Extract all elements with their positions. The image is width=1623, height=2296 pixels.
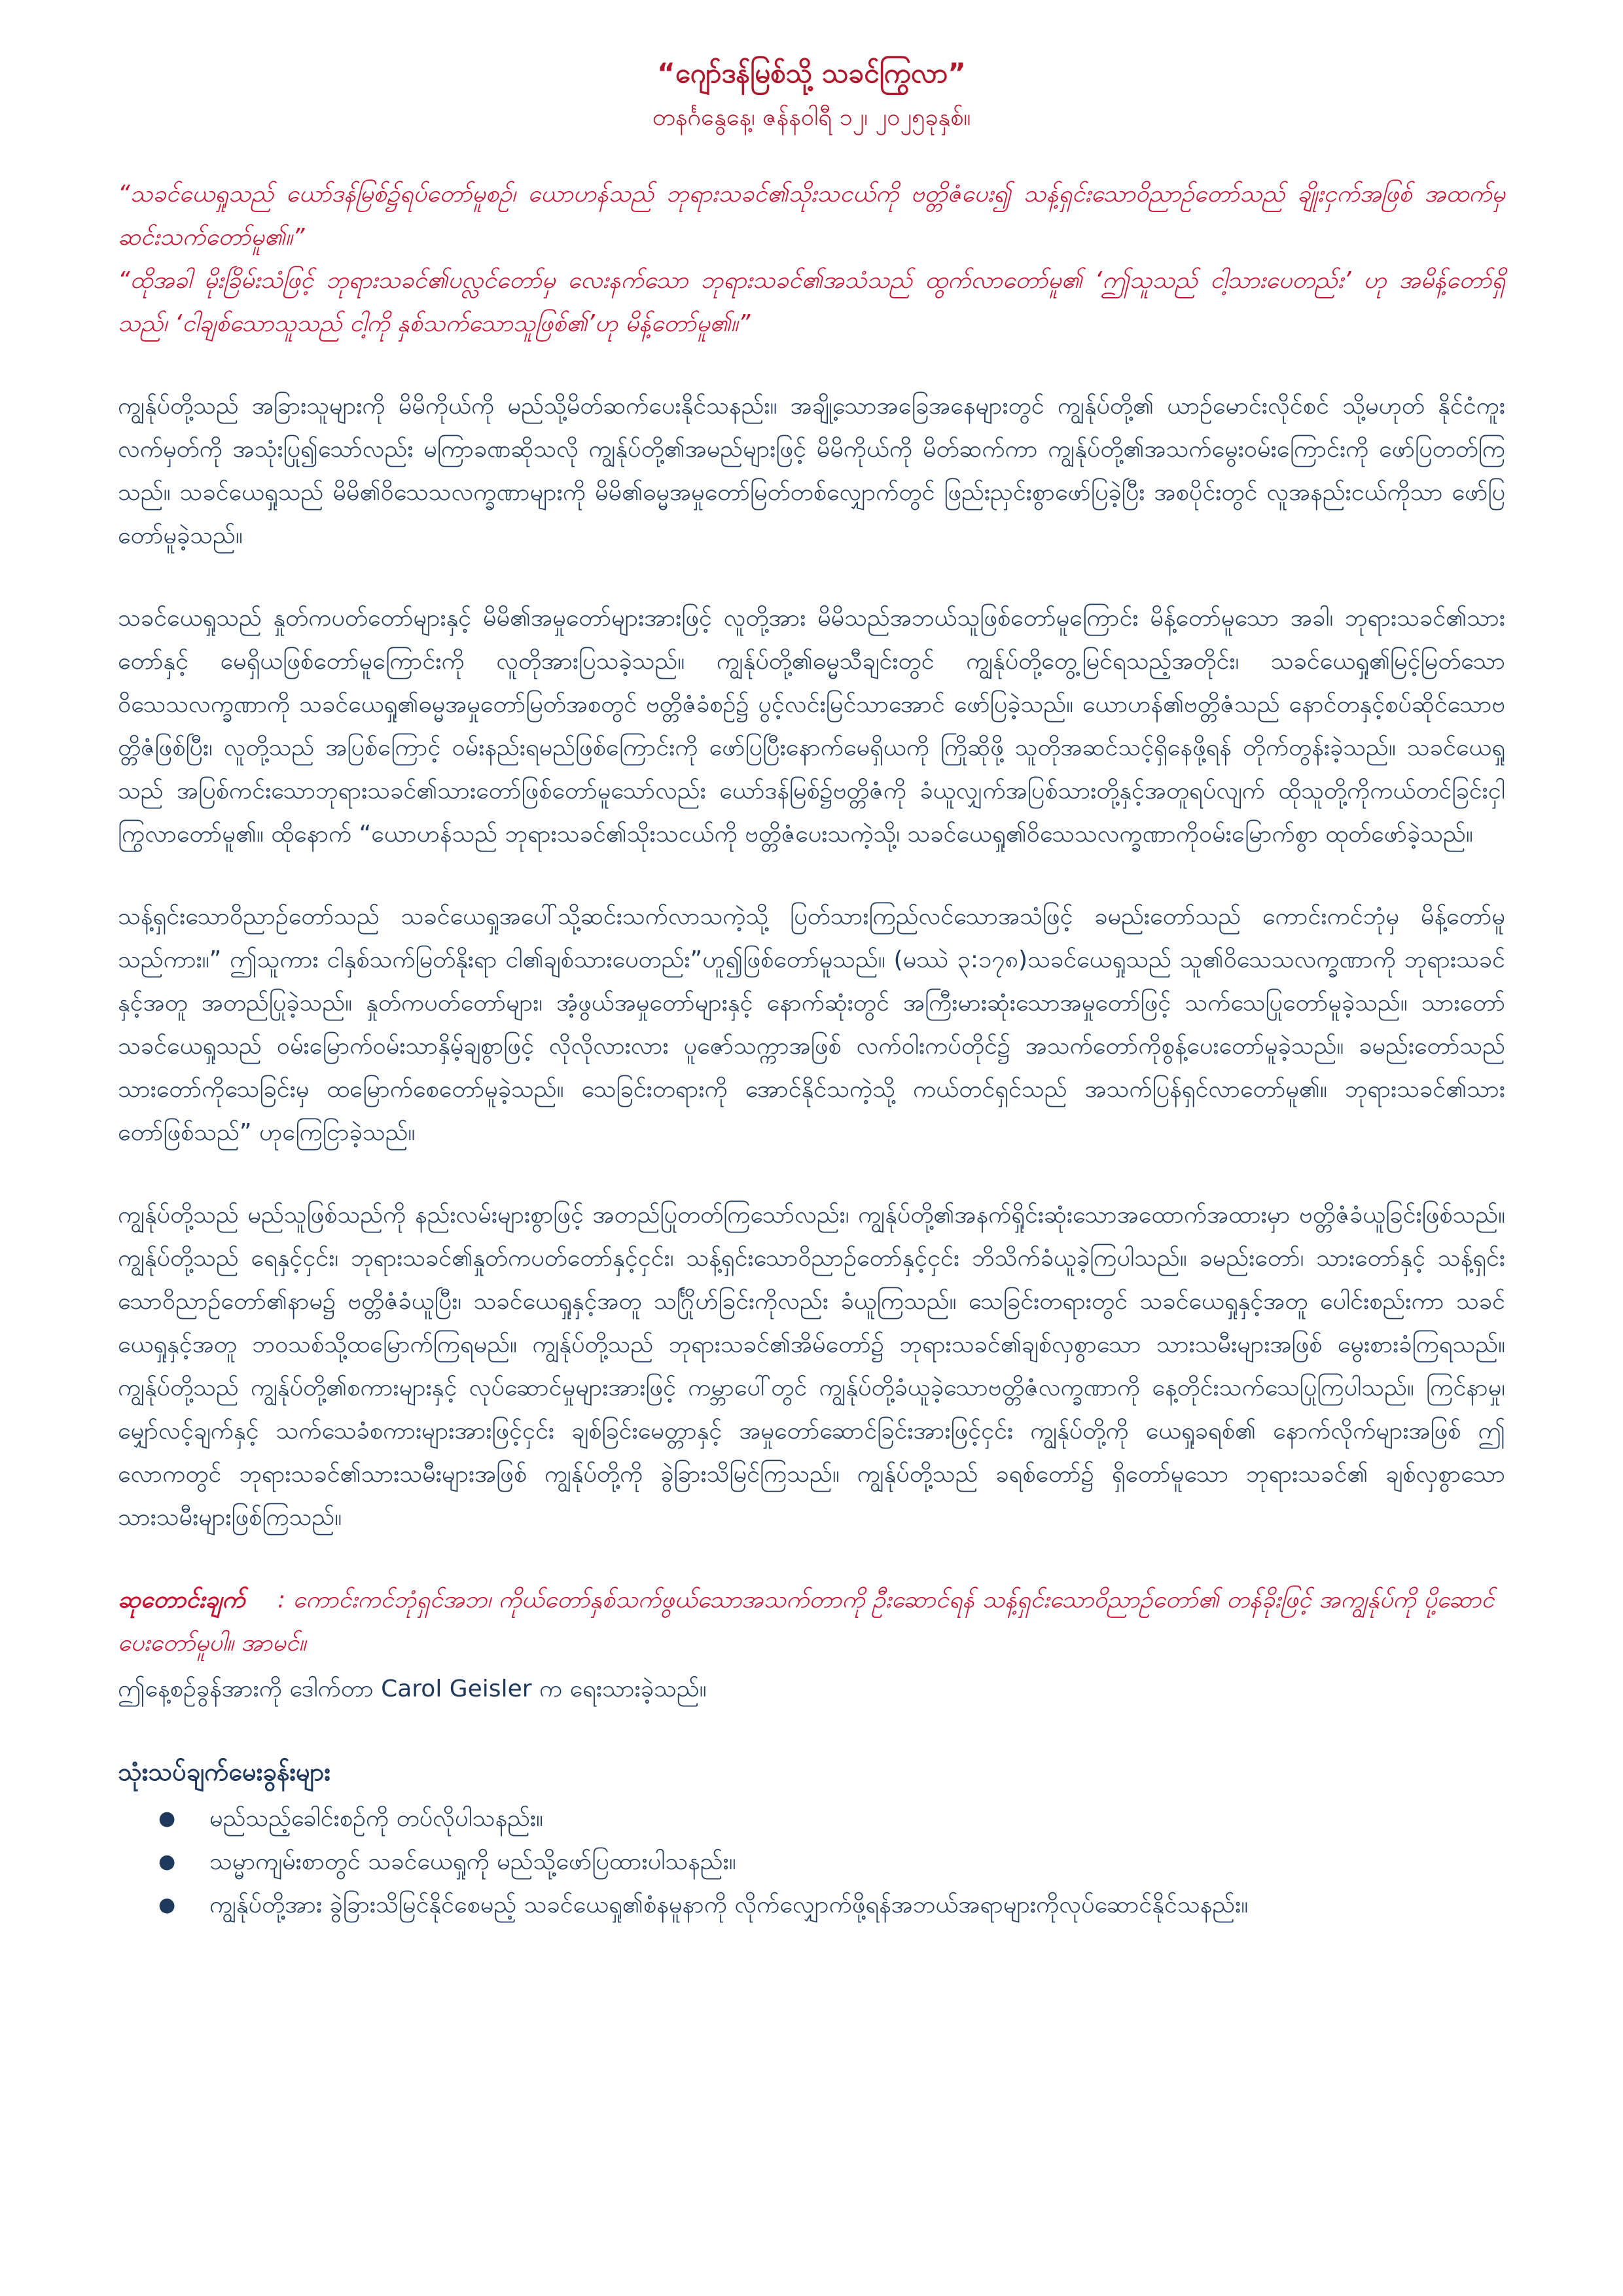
questions-list [118,1797,1505,1927]
body-paragraph-1: ကျွန်ုပ်တို့သည် အခြားသူများကို မိမိကိုယ်ကို မည်သို့မိတ်ဆက်ပေးနိုင်သနည်း။ အချို့သောအခြေအနေများတွင် ကျွန်ုပ်တို့၏ ယာဉ်မောင်းလိုင်စင် သို့မဟုတ် နိုင်ငံကူးလက်မှတ်ကို အသုံးပြု၍သော်လည်း မကြာခဏဆိုသလို ကျွန်ုပ်တို့၏အမည်များဖြင့် မိမိကိုယ်ကို မိတ်ဆက်ကာ ကျွန်ုပ်တို့၏အသက်မွေးဝမ်းကြောင်းကို ဖော်ပြတတ်ကြသည်။ သခင်ယေရှုသည် မိမိ၏ဝိသေသလက္ခဏာများကို မိမိ၏ဓမ္မအမှုတော်မြတ်တစ်လျှောက်တွင် ဖြည်းညှင်းစွာဖော်ပြခဲ့ပြီး အစပိုင်းတွင် လူအနည်းငယ်ကိုသာ ဖော်ပြတော်မူခဲ့သည်။ [118,393,1505,549]
list-item [118,1840,1505,1884]
scripture-line-2: “ထိုအခါ မိုးခြိမ်းသံဖြင့် ဘုရားသခင်၏ပလ္လင်တော်မှ လေးနက်သော ဘုရားသခင်၏အသံသည် ထွက်လာတော်မူ၏ ‘ဤသူသည် ငါ့သားပေတည်း’ ဟု အမိန့်တော်ရှိသည်၊ ‘ငါချစ်သောသူသည် ငါ့ကို နှစ်သက်သောသူဖြစ်၏’ဟု မိန့်တော်မူ၏။” [118,267,1505,337]
author-line: ဤနေ့စဉ်ခွန်အားကို ဒေါက်တာ Carol Geisler က ရေးသားခဲ့သည်။ [118,1676,707,1702]
body-paragraph-2: သခင်ယေရှုသည် နှုတ်ကပတ်တော်များနှင့် မိမိ၏အမှုတော်များအားဖြင့် လူတို့အား မိမိသည်အဘယ်သူဖြစ်တော်မူကြောင်း မိန့်တော်မူသော အခါ၊ ဘုရားသခင်၏သားတော်နှင့် မေရှိယဖြစ်တော်မူကြောင်းကို လူတိုအားပြသခဲ့သည်။ ကျွန်ုပ်တို့၏ဓမ္မသီချင်းတွင် ကျွန်ုပ်တို့တွေ့မြင်ရသည့်အတိုင်း၊ သခင်ယေရှု၏မြင့်မြတ်သောဝိသေသလက္ခဏာကို သခင်ယေရှု၏ဓမ္မအမှုတော်မြတ်အစတွင် ဗတ္တိဇံခံစဉ်၌ ပွင့်လင်းမြင်သာအောင် ဖော်ပြခဲ့သည်။ ယောဟန်၏ဗတ္တိဇံသည် နောင်တနှင့်စပ်ဆိုင်သောဗတ္တိဇံဖြစ်ပြီး၊ လူတို့သည် အပြစ်ကြောင့် ဝမ်းနည်းရမည်ဖြစ်ကြောင်းကို ဖော်ပြပြီးနောက်မေရှိယကို ကြိုဆိုဖို့ သူတိုအဆင်သင့်ရှိနေဖို့ရန် တိုက်တွန်းခဲ့သည်။ သခင်ယေရှုသည် အပြစ်ကင်းသောဘုရားသခင်၏သားတော်ဖြစ်တော်မူသော်လည်း ယော်ဒန်မြစ်၌ဗတ္တိဇံကို ခံယူလျှက်အပြစ်သားတို့နှင့်အတူရပ်လျက် ထိုသူတို့ကိုကယ်တင်ခြင်းငှါ ကြွလာတော်မူ၏။ ထိုနောက် “ယောဟန်သည် ဘုရားသခင်၏သိုးသငယ်ကို ဗတ္တိဇံပေးသကဲ့သို့၊ သခင်ယေရှု၏ဝိသေသလက္ခဏာကိုဝမ်းမြောက်စွာ ထုတ်ဖော်ခဲ့သည်။ [118,605,1505,848]
prayer-label: ဆုတောင်းချက် [118,1587,245,1613]
publication-date: တနင်္ဂနွေနေ့၊ ဇန်နဝါရီ ၁၂၊ ၂၀၂၅ခုနှစ်။ [652,104,971,131]
scripture-line-1: “သခင်ယေရှုသည် ယော်ဒန်မြစ်၌ရပ်တော်မူစဉ်၊ ယောဟန်သည် ဘုရားသခင်၏သိုးသငယ်ကို ဗတ္တိဇံပေး၍ သန့်ရှင်းသောဝိညာဉ်တော်သည် ချိုးငှက်အဖြစ် အထက်မှဆင်းသက်တော်မူ၏။” [118,181,1505,251]
question-text: မည်သည့်ခေါင်းစဉ်ကို တပ်လိုပါသနည်း။ [209,1805,543,1832]
question-text: သမ္မာကျမ်းစာတွင် သခင်ယေရှုကို မည်သို့ဖော်ပြထားပါသနည်း။ [209,1848,736,1875]
prayer-block [118,1579,1505,1665]
bullet-icon: ● [158,1850,176,1873]
prayer-separator: : [277,1587,286,1613]
list-item [118,1797,1505,1840]
body-paragraph-4: ကျွန်ုပ်တို့သည် မည်သူဖြစ်သည်ကို နည်းလမ်းများစွာဖြင့် အတည်ပြုတတ်ကြသော်လည်း၊ ကျွန်ုပ်တို့၏အနက်ရှိုင်းဆုံးသောအထောက်အထားမှာ ဗတ္တိဇံခံယူခြင်းဖြစ်သည်။ ကျွန်ုပ်တို့သည် ရေနှင့်ငှင်း၊ ဘုရားသခင်၏နှုတ်ကပတ်တော်နှင့်ငှင်း၊ သန့်ရှင်းသောဝိညာဉ်တော်နှင့်ငှင်း ဘိသိက်ခံယူခဲ့ကြပါသည်။ ခမည်းတော်၊ သားတော်နှင့် သန့်ရှင်းသောဝိညာဉ်တော်၏နာမ၌ ဗတ္တိဇံခံယူပြီး၊ သခင်ယေရှုနှင့်အတူ သင်္ဂြိုဟ်ခြင်းကိုလည်း ခံယူကြသည်။ သေခြင်းတရားတွင် သခင်ယေရှုနှင့်အတူ ပေါင်းစည်းကာ သခင်ယေရှုနှင့်အတူ ဘဝသစ်သို့ထမြောက်ကြရမည်။ ကျွန်ုပ်တို့သည် ဘုရားသခင်၏အိမ်တော်၌ ဘုရားသခင်၏ချစ်လှစွာသော သားသမီးများအဖြစ် မွေးစားခံကြရသည်။ ကျွန်ုပ်တို့သည် ကျွန်ုပ်တို့၏စကားများနှင့် လုပ်ဆောင်မှုများအားဖြင့် ကမ္ဘာပေါ်တွင် ကျွန်ုပ်တို့ခံယူခဲ့သောဗတ္တိဇံလက္ခဏာကို နေ့တိုင်းသက်သေပြုကြပါသည်။ ကြင်နာမှု၊ မျှော်လင့်ချက်နှင့် သက်သေခံစကားများအားဖြင့်ငှင်း ချစ်ခြင်းမေတ္တာနှင့် အမှုတော်ဆောင်ခြင်းအားဖြင့်ငှင်း ကျွန်ုပ်တို့ကို ယေရှုခရစ်၏ နောက်လိုက်များအဖြစ် ဤလောကတွင် ဘုရားသခင်၏သားသမီးများအဖြစ် ကျွန်ုပ်တို့ကို ခွဲခြားသိမြင်ကြသည်။ ကျွန်ုပ်တို့သည် ခရစ်တော်၌ ရှိတော်မူသော ဘုရားသခင်၏ ချစ်လှစွာသော သားသမီးများဖြစ်ကြသည်။ [118,1202,1505,1531]
question-text: ကျွန်ုပ်တို့အား ခွဲခြားသိမြင်နိုင်စေမည့် သခင်ယေရှု၏စံနမူနာကို လိုက်လျှောက်ဖို့ရန်အဘယ်အရာများကိုလုပ်ဆောင်နိုင်သနည်း။ [209,1892,1249,1918]
bullet-icon: ● [158,1807,176,1830]
scripture-quote [118,173,1505,346]
questions-heading: သုံးသပ်ချက်မေးခွန်းများ [118,1757,331,1786]
page-title: “ဂျော်ဒန်မြစ်သို့ သခင်ကြွလာ” [657,57,966,89]
prayer-text: ကောင်းကင်ဘုံရှင်အဘ၊ ကိုယ်တော်နှစ်သက်ဖွယ်သောအသက်တာကို ဦးဆောင်ရန် သန့်ရှင်းသောဝိညာဉ်တော်၏ တန်ခိုးဖြင့် အကျွန်ုပ်ကို ပို့ဆောင်ပေးတော်မူပါ။ အာမင်။ [118,1587,1495,1657]
bullet-icon: ● [158,1893,176,1916]
devotional-page [118,52,1505,1927]
list-item [118,1884,1505,1927]
body-paragraph-3: သန့်ရှင်းသောဝိညာဉ်တော်သည် သခင်ယေရှုအပေါ်သို့ဆင်းသက်လာသကဲ့သို့ ပြတ်သားကြည်လင်သောအသံဖြင့် ခမည်းတော်သည် ကောင်းကင်ဘုံမှ မိန့်တော်မူသည်ကား။” ဤသူကား ငါနှစ်သက်မြတ်နိုးရာ ငါ၏ချစ်သားပေတည်း”ဟူ၍ဖြစ်တော်မူသည်။ (မဿဲ ၃:၁၇၈)သခင်ယေရှုသည် သူ၏ဝိသေသလက္ခဏာကို ဘုရားသခင်နှင့်အတူ အတည်ပြုခဲ့သည်။ နှုတ်ကပတ်တော်များ၊ အံ့ဖွယ်အမှုတော်များနှင့် နောက်ဆုံးတွင် အကြီးမားဆုံးသောအမှုတော်ဖြင့် သက်သေပြုတော်မူခဲ့သည်။ သားတော်သခင်ယေရှုသည် ဝမ်းမြောက်ဝမ်းသာနှိမ့်ချစွာဖြင့် လိုလိုလားလား ပူဇော်သက္ကာအဖြစ် လက်ဝါးကပ်တိုင်၌ အသက်တော်ကိုစွန့်ပေးတော်မူခဲ့သည်။ ခမည်းတော်သည် သားတော်ကိုသေခြင်းမှ ထမြောက်စေတော်မူခဲ့သည်။ သေခြင်းတရားကို အောင်နိုင်သကဲ့သို့ ကယ်တင်ရှင်သည် အသက်ပြန်ရှင်လာတော်မူ၏။ ဘုရားသခင်၏သားတော်ဖြစ်သည်” ဟုကြေငြာခဲ့သည်။ [118,903,1505,1146]
